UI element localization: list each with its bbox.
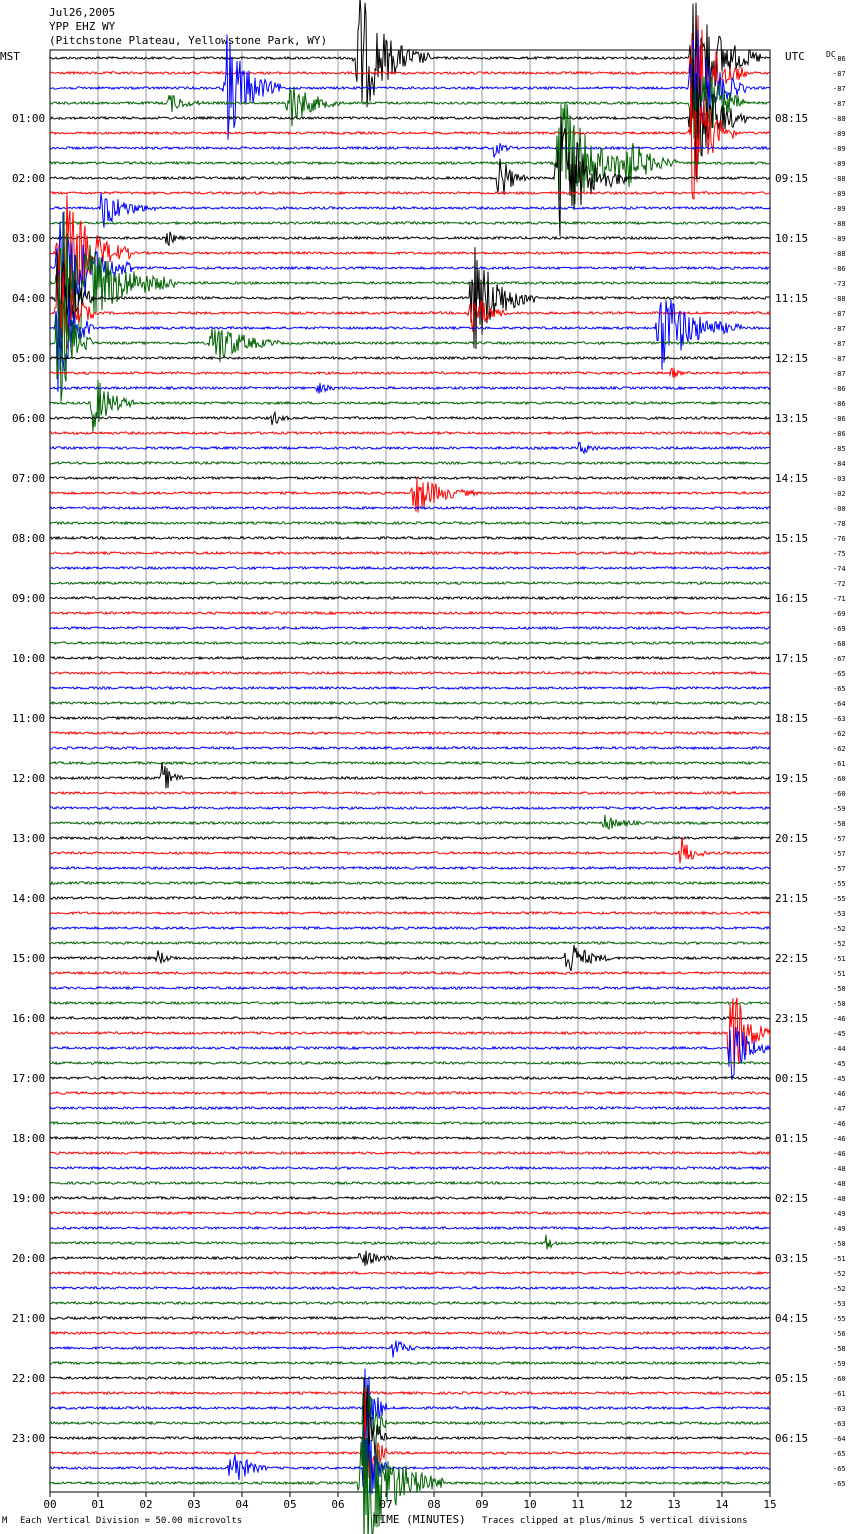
dc-offset-value: -85 (833, 445, 846, 453)
seismic-trace (50, 522, 770, 524)
left-hour-label: 01:00 (12, 112, 46, 125)
dc-offset-value: -86 (833, 400, 846, 408)
dc-offset-value: -64 (833, 1435, 846, 1443)
dc-offset-value: -46 (833, 1090, 846, 1098)
dc-offset-value: -46 (833, 1135, 846, 1143)
seismic-trace (50, 1272, 770, 1274)
left-hour-label: 02:00 (12, 172, 46, 185)
left-hour-label: 20:00 (12, 1252, 46, 1265)
left-hour-label: 13:00 (12, 832, 46, 845)
grid-lines (50, 50, 770, 1492)
right-hour-label: 04:15 (775, 1312, 809, 1325)
seismic-trace (50, 1317, 770, 1319)
seismic-trace (50, 477, 770, 479)
scale-note: Each Vertical Division = 50.00 microvolts (20, 1516, 243, 1526)
dc-offset-value: -56 (833, 1330, 846, 1338)
right-hour-label: 16:15 (775, 592, 809, 605)
dc-offset-value: -86 (833, 55, 846, 63)
dc-offset-value: -89 (833, 205, 846, 213)
dc-offset-value: -52 (833, 1270, 846, 1278)
x-tick-label: 12 (619, 1498, 633, 1511)
seismic-trace (50, 927, 770, 929)
dc-offset-value: -48 (833, 1180, 846, 1188)
seismic-trace (50, 732, 770, 734)
seismic-trace (50, 912, 770, 914)
left-hour-label: 06:00 (12, 412, 46, 425)
dc-offset-value: -61 (833, 760, 846, 768)
dc-offset-header: DC (826, 50, 836, 59)
dc-offset-value: -65 (833, 1450, 846, 1458)
dc-offset-value: -62 (833, 730, 846, 738)
seismic-trace (50, 30, 770, 148)
seismic-trace (50, 998, 770, 1069)
left-hour-label: 21:00 (12, 1312, 46, 1325)
dc-offset-value: -53 (833, 1300, 846, 1308)
dc-offset-value: -88 (833, 175, 846, 183)
dc-offset-value: -49 (833, 1210, 846, 1218)
seismic-trace (50, 1332, 770, 1334)
seismic-trace (50, 702, 770, 704)
dc-offset-value: -46 (833, 1150, 846, 1158)
dc-offset-value: -74 (833, 565, 846, 573)
dc-offset-value: -78 (833, 520, 846, 528)
seismic-trace (50, 672, 770, 674)
dc-offset-value: -87 (833, 85, 846, 93)
right-hour-label: 06:15 (775, 1432, 809, 1445)
seismic-trace (50, 1235, 770, 1250)
dc-offset-value: -86 (833, 430, 846, 438)
seismic-trace (50, 942, 770, 944)
dc-offset-value: -55 (833, 1315, 846, 1323)
seismic-trace (50, 1122, 770, 1124)
dc-offset-value: -61 (833, 1390, 846, 1398)
seismic-trace (50, 837, 770, 839)
dc-offset-value: -89 (833, 130, 846, 138)
dc-offset-value: -87 (833, 70, 846, 78)
dc-offset-value: -55 (833, 880, 846, 888)
seismic-trace (50, 383, 770, 394)
seismic-trace (50, 1369, 770, 1452)
seismic-trace (50, 49, 770, 154)
dc-offset-value: -86 (833, 385, 846, 393)
dc-offset-value: -60 (833, 775, 846, 783)
dc-offset-value: -52 (833, 925, 846, 933)
dc-offset-value: -88 (833, 250, 846, 258)
dc-offset-value: -84 (833, 460, 846, 468)
right-hour-label: 00:15 (775, 1072, 809, 1085)
seismic-trace (50, 552, 770, 554)
dc-offset-value: -87 (833, 100, 846, 108)
dc-offset-value: -59 (833, 805, 846, 813)
dc-offset-value: -67 (833, 655, 846, 663)
x-tick-label: 14 (715, 1498, 729, 1511)
dc-offset-value: -76 (833, 535, 846, 543)
chart-date: Jul26,2005 (49, 6, 116, 19)
dc-offset-value: -52 (833, 940, 846, 948)
right-hour-label: 19:15 (775, 772, 809, 785)
seismic-trace (50, 1392, 770, 1394)
chart-location: (Pitchstone Plateau, Yellowstone Park, WY) (49, 34, 328, 47)
dc-offset-value: -00 (833, 505, 846, 513)
x-tick-label: 15 (763, 1498, 777, 1511)
x-tick-label: 05 (283, 1498, 297, 1511)
dc-offset-value: -63 (833, 715, 846, 723)
seismic-trace (50, 1377, 770, 1379)
left-hour-label: 18:00 (12, 1132, 46, 1145)
seismic-trace (50, 1197, 770, 1199)
dc-offset-value: -57 (833, 835, 846, 843)
seismic-trace (50, 1302, 770, 1304)
seismic-trace (50, 1027, 770, 1080)
x-tick-label: 09 (475, 1498, 489, 1511)
dc-offset-value: -87 (833, 370, 846, 378)
seismic-trace (50, 972, 770, 974)
dc-offset-value: -50 (833, 1000, 846, 1008)
right-hour-label: 23:15 (775, 1012, 809, 1025)
dc-offset-value: -51 (833, 955, 846, 963)
left-hour-label: 09:00 (12, 592, 46, 605)
dc-offset-value: -75 (833, 550, 846, 558)
right-hour-label: 10:15 (775, 232, 809, 245)
dc-offset-value: -58 (833, 1345, 846, 1353)
dc-offset-value: -45 (833, 1075, 846, 1083)
seismic-trace (50, 247, 770, 349)
seismic-trace (50, 837, 770, 863)
dc-offset-value: -88 (833, 220, 846, 228)
seismic-trace (50, 762, 770, 789)
seismic-trace (50, 232, 770, 245)
right-hour-label: 02:15 (775, 1192, 809, 1205)
seismic-trace (50, 1251, 770, 1266)
seismic-trace (50, 211, 770, 339)
x-tick-label: 03 (187, 1498, 201, 1511)
dc-offset-value: -71 (833, 595, 846, 603)
dc-offset-value: -45 (833, 1060, 846, 1068)
dc-offset-value: -89 (833, 190, 846, 198)
dc-offset-value: -65 (833, 1465, 846, 1473)
dc-offset-value: -65 (833, 1480, 846, 1488)
dc-offset-value: -50 (833, 985, 846, 993)
right-hour-label: 21:15 (775, 892, 809, 905)
label-group (12, 55, 846, 1511)
seismic-trace (50, 747, 770, 749)
x-tick-label: 04 (235, 1498, 249, 1511)
seismic-trace (50, 212, 770, 335)
seismic-trace (50, 945, 770, 971)
dc-offset-value: -53 (833, 910, 846, 918)
left-hour-label: 04:00 (12, 292, 46, 305)
dc-offset-value: -02 (833, 490, 846, 498)
dc-offset-value: -86 (833, 265, 846, 273)
left-hour-label: 15:00 (12, 952, 46, 965)
seismic-trace (50, 195, 770, 310)
seismic-trace (50, 807, 770, 809)
seismic-trace (50, 1092, 770, 1094)
dc-offset-value: -52 (833, 1285, 846, 1293)
seismic-trace (50, 462, 770, 464)
dc-offset-value: -46 (833, 1120, 846, 1128)
dc-offset-value: -87 (833, 355, 846, 363)
seismic-trace (50, 507, 770, 509)
left-hour-label: 05:00 (12, 352, 46, 365)
dc-offset-value: -73 (833, 280, 846, 288)
seismic-trace (50, 642, 770, 644)
seismic-trace (50, 612, 770, 614)
right-hour-label: 13:15 (775, 412, 809, 425)
dc-offset-value: -89 (833, 145, 846, 153)
left-hour-label: 16:00 (12, 1012, 46, 1025)
right-hour-label: 08:15 (775, 112, 809, 125)
x-tick-label: 00 (43, 1498, 57, 1511)
seismic-trace (50, 222, 770, 224)
dc-offset-value: -65 (833, 670, 846, 678)
dc-offset-value: -51 (833, 970, 846, 978)
dc-offset-value: -64 (833, 700, 846, 708)
dc-offset-value: -88 (833, 295, 846, 303)
left-hour-label: 14:00 (12, 892, 46, 905)
seismic-trace (50, 0, 770, 114)
seismic-trace (50, 537, 770, 539)
dc-offset-value: -68 (833, 640, 846, 648)
left-hour-label: 23:00 (12, 1432, 46, 1445)
seismic-trace (50, 567, 770, 569)
dc-offset-value: -57 (833, 865, 846, 873)
dc-offset-value: -49 (833, 1225, 846, 1233)
seismic-trace (50, 1212, 770, 1214)
dc-offset-value: -48 (833, 1165, 846, 1173)
seismic-trace (50, 58, 770, 177)
seismic-trace (50, 897, 770, 899)
seismic-trace (50, 815, 770, 829)
left-hour-label: 17:00 (12, 1072, 46, 1085)
dc-offset-value: -65 (833, 685, 846, 693)
dc-offset-value: -62 (833, 745, 846, 753)
left-hour-label: 08:00 (12, 532, 46, 545)
right-hour-label: 20:15 (775, 832, 809, 845)
seismic-trace (50, 1152, 770, 1154)
x-tick-label: 01 (91, 1498, 105, 1511)
dc-offset-value: -57 (833, 850, 846, 858)
dc-offset-value: -58 (833, 820, 846, 828)
seismic-trace (50, 1362, 770, 1364)
dc-offset-value: -60 (833, 790, 846, 798)
corner-mark: M (2, 1516, 8, 1526)
dc-offset-value: -48 (833, 1195, 846, 1203)
dc-offset-value: -87 (833, 340, 846, 348)
dc-offset-value: -72 (833, 580, 846, 588)
x-tick-label: 11 (571, 1498, 585, 1511)
seismic-trace (50, 432, 770, 434)
seismic-trace (50, 443, 770, 454)
x-tick-label: 07 (379, 1498, 393, 1511)
dc-offset-value: -44 (833, 1045, 846, 1053)
dc-offset-value: -03 (833, 475, 846, 483)
seismic-trace (50, 1167, 770, 1169)
right-hour-label: 05:15 (775, 1372, 809, 1385)
seismic-trace (50, 1341, 770, 1358)
dc-offset-value: -86 (833, 415, 846, 423)
seismic-trace (50, 1062, 770, 1064)
seismic-trace (50, 412, 770, 425)
dc-offset-value: -89 (833, 235, 846, 243)
seismic-trace (50, 1137, 770, 1139)
plot-frame (50, 50, 770, 1492)
left-hour-label: 03:00 (12, 232, 46, 245)
left-hour-label: 19:00 (12, 1192, 46, 1205)
right-hour-label: 17:15 (775, 652, 809, 665)
right-hour-label: 11:15 (775, 292, 809, 305)
seismic-trace (50, 717, 770, 719)
seismic-trace (50, 1287, 770, 1289)
seismic-trace (50, 882, 770, 884)
dc-offset-value: -87 (833, 325, 846, 333)
dc-offset-value: -55 (833, 895, 846, 903)
x-tick-label: 06 (331, 1498, 345, 1511)
right-hour-label: 03:15 (775, 1252, 809, 1265)
right-hour-label: 14:15 (775, 472, 809, 485)
left-hour-label: 11:00 (12, 712, 46, 725)
seismic-trace (50, 762, 770, 764)
x-tick-label: 10 (523, 1498, 537, 1511)
seismic-trace (50, 1227, 770, 1229)
left-hour-label: 12:00 (12, 772, 46, 785)
chart-station: YPP EHZ WY (49, 20, 116, 33)
dc-offset-value: -51 (833, 1255, 846, 1263)
dc-offset-value: -59 (833, 1360, 846, 1368)
x-tick-label: 13 (667, 1498, 681, 1511)
seismic-trace (50, 987, 770, 989)
dc-offset-value: -46 (833, 1015, 846, 1023)
seismic-trace (50, 597, 770, 599)
clip-note: Traces clipped at plus/minus 5 vertical divisions (482, 1516, 748, 1526)
dc-offset-value: -45 (833, 1030, 846, 1038)
right-timezone-label: UTC (785, 50, 805, 63)
x-axis-title: TIME (MINUTES) (373, 1513, 466, 1526)
trace-group (50, 0, 770, 1534)
x-tick-label: 02 (139, 1498, 153, 1511)
left-hour-label: 07:00 (12, 472, 46, 485)
seismic-trace (50, 1107, 770, 1109)
right-hour-label: 18:15 (775, 712, 809, 725)
right-hour-label: 12:15 (775, 352, 809, 365)
dc-offset-value: -47 (833, 1105, 846, 1113)
right-hour-label: 15:15 (775, 532, 809, 545)
dc-offset-value: -89 (833, 160, 846, 168)
dc-offset-value: -88 (833, 115, 846, 123)
seismic-trace (50, 15, 770, 122)
left-hour-label: 10:00 (12, 652, 46, 665)
dc-offset-value: -69 (833, 610, 846, 618)
right-hour-label: 09:15 (775, 172, 809, 185)
seismic-trace (50, 192, 770, 194)
left-timezone-label: MST (0, 50, 20, 63)
left-hour-label: 22:00 (12, 1372, 46, 1385)
seismic-trace (50, 1017, 770, 1019)
seismic-trace (50, 1077, 770, 1079)
right-hour-label: 01:15 (775, 1132, 809, 1145)
seismic-trace (50, 657, 770, 659)
dc-offset-value: -87 (833, 310, 846, 318)
seismic-trace (50, 1182, 770, 1184)
right-hour-label: 22:15 (775, 952, 809, 965)
seismic-trace (50, 582, 770, 584)
dc-offset-value: -69 (833, 625, 846, 633)
dc-offset-value: -63 (833, 1420, 846, 1428)
seismic-trace (50, 687, 770, 689)
dc-offset-value: -60 (833, 1375, 846, 1383)
dc-offset-value: -63 (833, 1405, 846, 1413)
seismic-trace (50, 867, 770, 869)
seismic-trace (50, 792, 770, 794)
seismic-trace (50, 143, 770, 157)
dc-offset-value: -50 (833, 1240, 846, 1248)
x-tick-label: 08 (427, 1498, 441, 1511)
seismic-trace (50, 1002, 770, 1004)
seismic-trace (50, 627, 770, 629)
